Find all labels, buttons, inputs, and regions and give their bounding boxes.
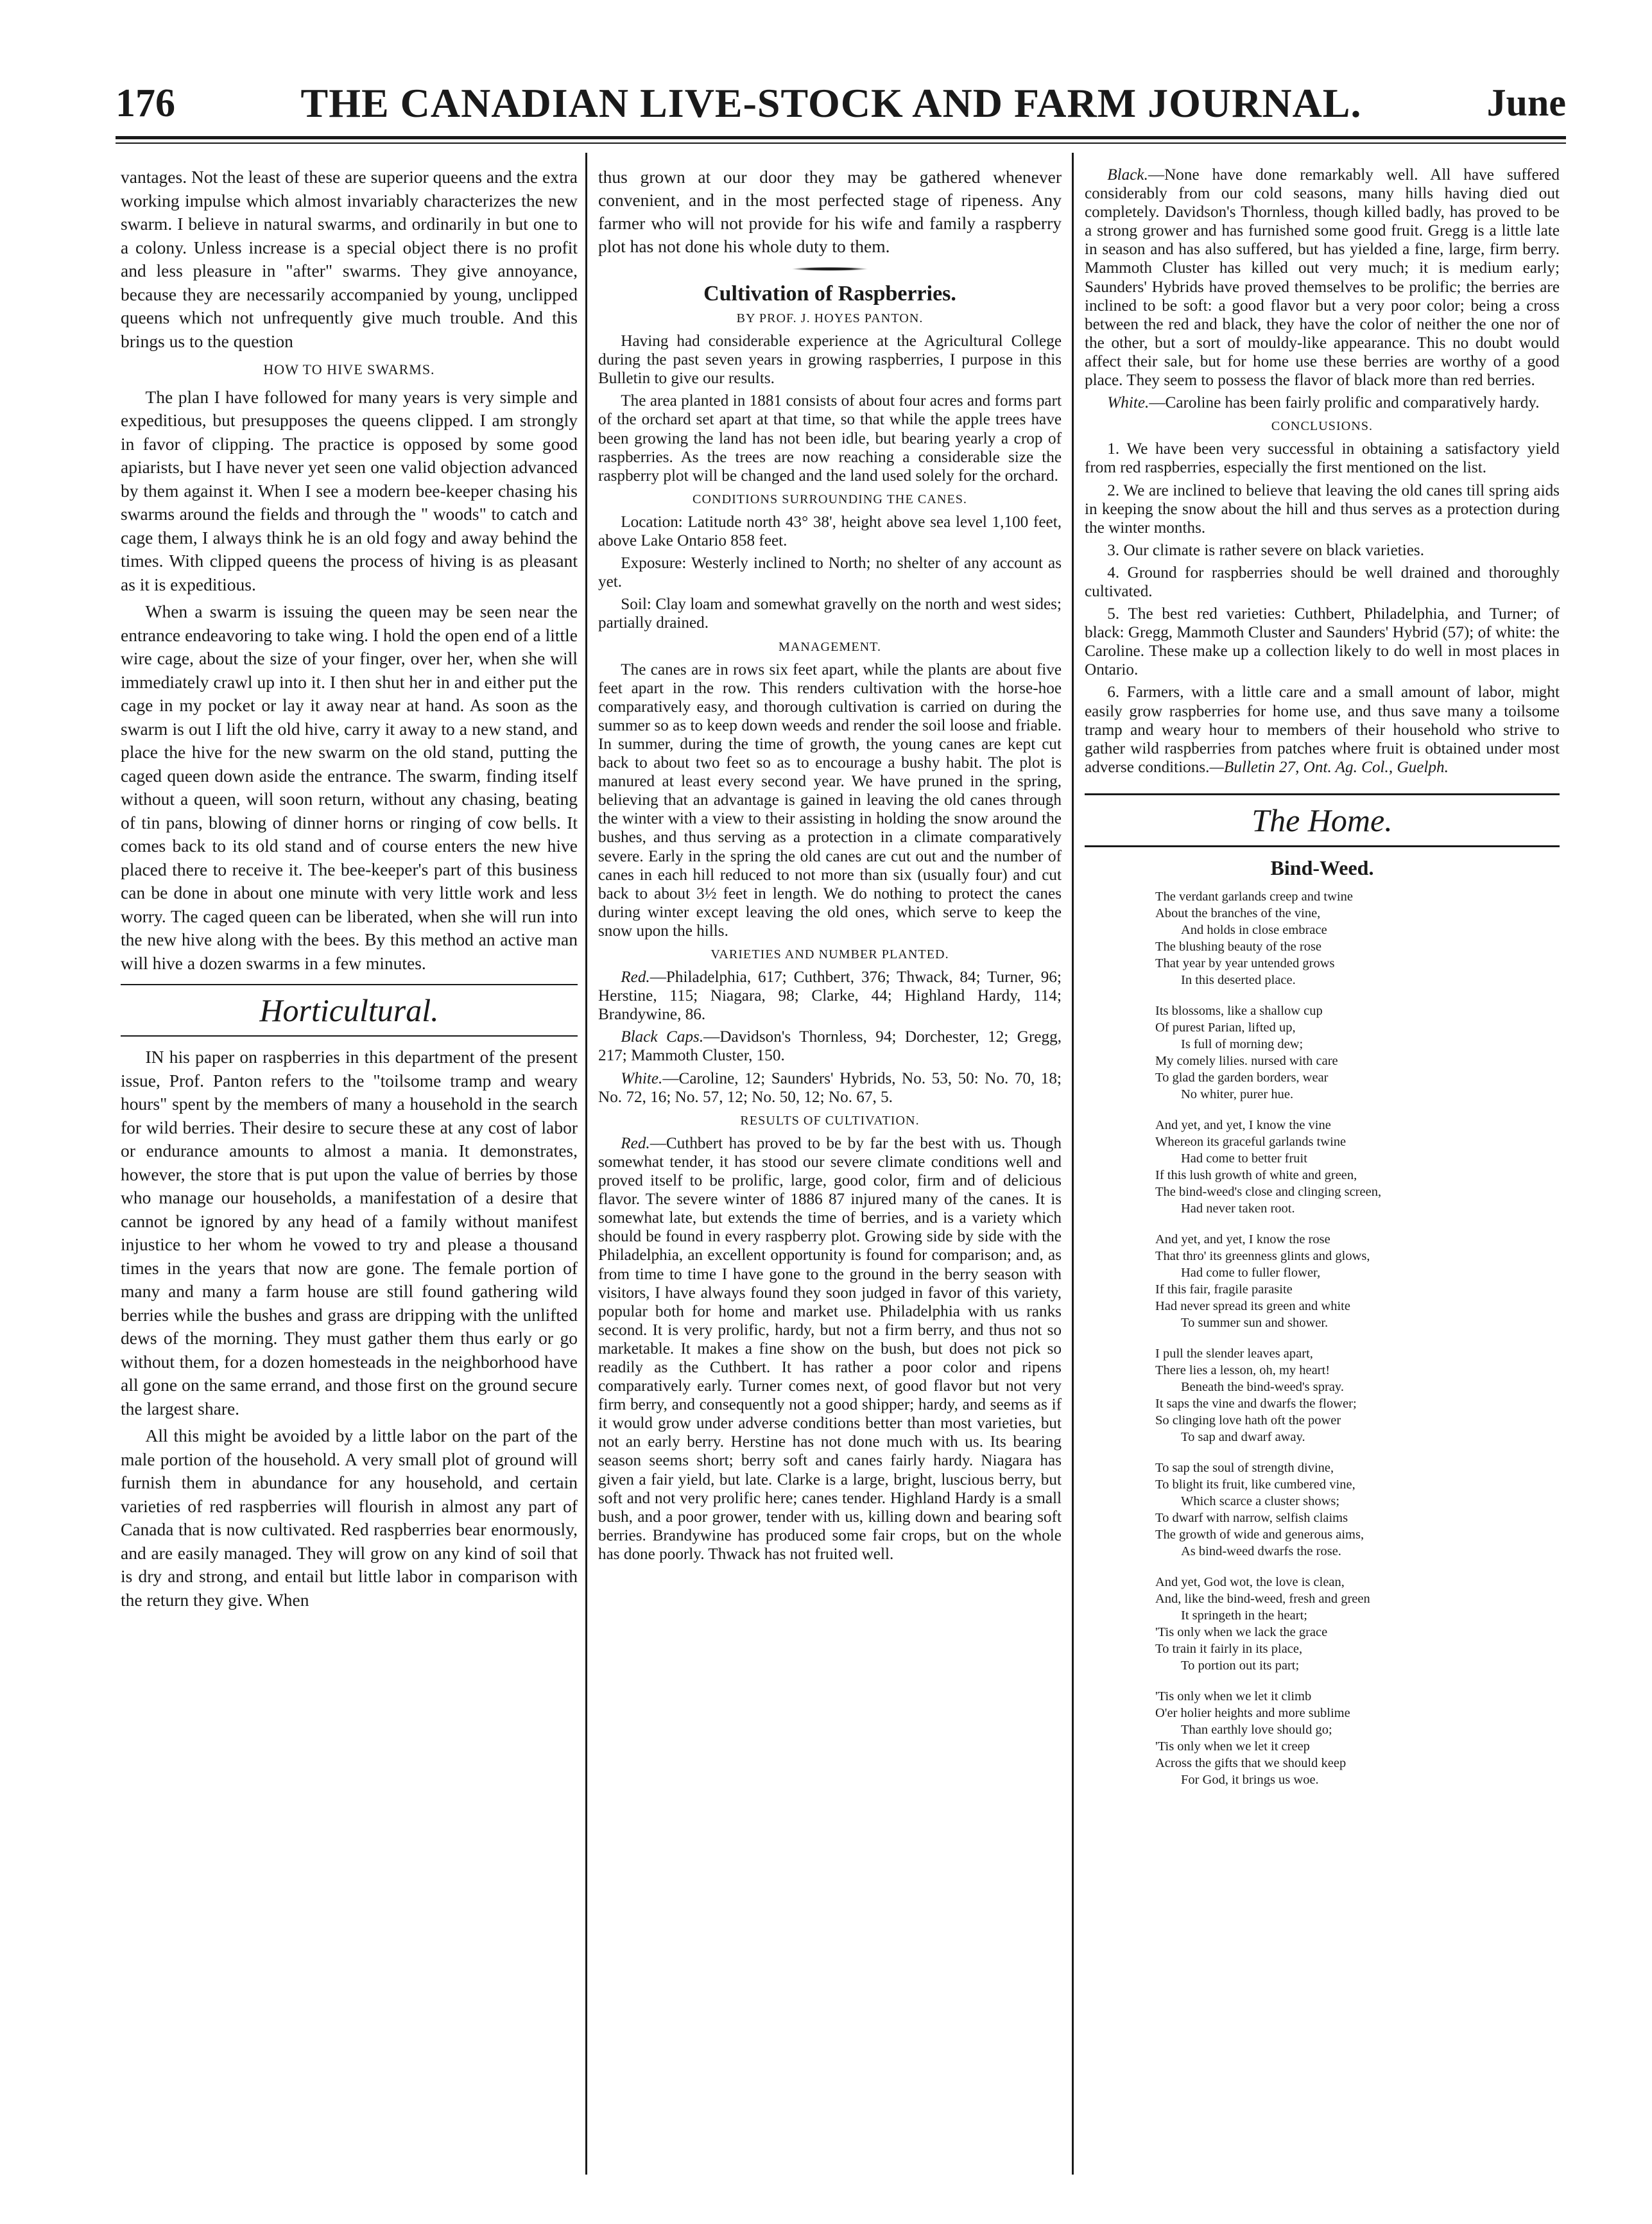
poem-stanza — [1155, 1003, 1560, 1103]
article-paragraph: Having had considerable experience at the Agricultural College during the past seven years in growing raspberries, I purpose in this Bulletin to give our results. — [598, 332, 1062, 388]
poem-line: The growth of wide and generous aims, — [1155, 1527, 1364, 1542]
article-byline: BY PROF. J. HOYES PANTON. — [736, 311, 924, 325]
variety-label: White. — [621, 1069, 663, 1087]
poem-line: Had come to fuller flower, — [1181, 1265, 1321, 1280]
poem-line: To blight its fruit, like cumbered vine, — [1155, 1477, 1355, 1492]
variety-label: Red. — [621, 969, 650, 987]
poem-line: 'Tis only when we let it creep — [1155, 1739, 1310, 1754]
poem-line: About the branches of the vine, — [1155, 906, 1321, 920]
poem-line: 'Tis only when we lack the grace — [1155, 1625, 1328, 1639]
subhead-conclusions: CONCLUSIONS. — [1271, 419, 1373, 434]
article-paragraph: The area planted in 1881 consists of about four acres and forms part of the orchard set apart at that time, so that while the apple trees have been growing the land has not been idle, but bearing yearly a crop of raspberries. As the trees are now reaching a considerable size the raspberry plot will be changed and the land used solely for the orchard. — [598, 392, 1062, 485]
column-1 — [121, 166, 578, 1616]
page-header — [116, 76, 1566, 137]
section-rule — [1085, 845, 1560, 847]
page-number: 176 — [116, 82, 175, 125]
management-paragraph: The canes are in rows six feet apart, while the plants are about five feet apart in the row. This renders cultivation with the horse-hoe comparatively easy, and thorough cultivation is carried on during the summer so as to keep down weeds and render the soil loose and friable. In summer, during the time of growth, the young canes are kept cut back to about two feet so as to encourage a bushy habit. The plot is manured at least every second year. We have pruned in the spring, believing that an advantage is gained in leaving the old canes through the winter with a view to their assisting in holding the snow around the bushes, and thus serving as a protection in a climate comparatively severe. Early in the spring the old canes are cut out and the number of canes in each hill reduced to not more than six (usually four) and cut back to about 3½ feet in length. We do nothing to protect the canes during winter except leaving the old ones, which serve to keep the snow upon the hills. — [598, 660, 1062, 940]
conclusion-item: 2. We are inclined to believe that leaving the old canes till spring aids in keeping the snow about the hill and thus serves as a protection during the winter months. — [1085, 481, 1560, 537]
conclusion-item — [1085, 683, 1560, 776]
poem-line: Had never spread its green and white — [1155, 1298, 1350, 1313]
poem-stanza — [1155, 1345, 1560, 1445]
poem-line: To glad the garden borders, wear — [1155, 1070, 1329, 1085]
poem-line: And yet, God wot, the love is clean, — [1155, 1574, 1345, 1589]
column-divider-2 — [1072, 153, 1074, 2175]
poem-line: Had come to better fruit — [1181, 1151, 1307, 1166]
subhead-hive-swarms: HOW TO HIVE SWARMS. — [263, 361, 435, 377]
condition-item: Soil: Clay loam and somewhat gravelly on the north and west sides; partially drained. — [598, 596, 1062, 632]
header-rule-thin — [116, 142, 1566, 144]
condition-item: Location: Latitude north 43° 38', height above sea level 1,100 feet, above Lake Ontario 858 feet. — [598, 513, 1062, 550]
poem-line: In this deserted place. — [1181, 972, 1296, 987]
department-heading-home: The Home. — [1252, 802, 1393, 838]
poem-line: Is full of morning dew; — [1181, 1037, 1304, 1051]
poem-line: Which scarce a cluster shows; — [1181, 1494, 1340, 1508]
poem-line: That thro' its greenness glints and glows, — [1155, 1248, 1370, 1263]
poem-line: It saps the vine and dwarfs the flower; — [1155, 1396, 1357, 1411]
results-text: —Cuthbert has proved to be by far the best with us. Though somewhat tender, it has stood our severe climate conditions well and proved itself to be prolific, large, good color, firm and of delicious flavor. The severe winter of 1886 87 injured many of the canes. It is somewhat late, but extends the time of berries, and is a variety which should be found in every raspberry plot. Growing side by side with the Philadelphia, an excellent opportunity is found for comparison; and, as from time to time I have gone to the ground in the berry season with visitors, I have always found they soon judged in favor of this variety, popular both for home and market use. Philadelphia with us ranks second. It is very prolific, hardy, but not a firm berry, and thus not so marketable. It makes a fine show on the bush, but does not pick so readily as the Cuthbert. It has rather a poor color and ripens comparatively early. Turner comes next, of good flavor but not very firm berry, and consequently not a good shipper; hardy, and seems as if it would grow under adverse conditions better than most varieties, but not an early berry. Herstine has not done much with us. Its bearing season seems short; berry soft and canes fairly hardy. Niagara has given a fair yield, but late. Clarke is a large, bright, luscious berry, but soft and not very prolific here; canes tender. Highland Hardy is a small bush, and a poor grower, tender with us, killing down and bearing soft berries. Brandywine has produced some fair crops, but on the whole has done poorly. Thwack has not fruited well. — [598, 1134, 1062, 1563]
section-rule — [1085, 793, 1560, 795]
poem-stanza — [1155, 1574, 1560, 1674]
variety-text: —Davidson's Thornless, 94; Dorchester, 12; Gregg, 217; Mammoth Cluster, 150. — [598, 1028, 1062, 1065]
poem-line: The blushing beauty of the rose — [1155, 939, 1322, 954]
white-text: —Caroline has been fairly prolific and comparatively hardy. — [1149, 394, 1540, 412]
column-divider-1 — [585, 153, 587, 2175]
poem-line: To sap and dwarf away. — [1181, 1429, 1305, 1444]
poem-body — [1085, 888, 1560, 1788]
poem-line: Than earthly love should go; — [1181, 1722, 1332, 1737]
poem-line: If this lush growth of white and green, — [1155, 1168, 1357, 1182]
poem-stanza — [1155, 1688, 1560, 1788]
ornamental-dash — [791, 267, 868, 271]
poem-line: To train it fairly in its place, — [1155, 1641, 1303, 1656]
poem-title: Bind-Weed. — [1270, 856, 1374, 879]
hive-paragraph: When a swarm is issuing the queen may be seen near the entrance endeavoring to take wing. I hold the open end of a little wire cage, about the size of your finger, over her, when she will immediately crawl up into it. I then shut her in and either put the cage in my pocket or lay it away near at hand. As soon as the swarm is out I lift the old hive, carry it away to a new stand, and place the hive for the new swarm on the old stand, putting the caged queen down aside the entrance. The swarm, finding itself without a queen, will soon return, without any chasing, beating of tin pans, blowing of dinner horns or ringing of cow bells. It comes back to its old stand and of course enters the new hive placed there to receive it. The bee-keeper's part of this business can be done in about one minute with very little work and less worry. The caged queen can be liberated, when she will run into the new hive along with the bees. By this method an active man will hive a dozen swarms in a few minutes. — [121, 601, 578, 973]
poem-line: I pull the slender leaves apart, — [1155, 1346, 1313, 1361]
subhead-conditions: CONDITIONS SURROUNDING THE CANES. — [693, 492, 967, 506]
results-label: Red. — [621, 1134, 650, 1152]
conclusion-6: 6. Farmers, with a little care and a small amount of labor, might easily grow raspberries for home use, and thus save many a toilsome tramp and weary hour to members of their household who strive to gather wild raspberries from patches where fruit is obtained under most adverse conditions. — [1085, 684, 1560, 776]
column-3 — [1085, 166, 1560, 1802]
poem-line: The bind-weed's close and clinging screen, — [1155, 1184, 1382, 1199]
poem-line: Beneath the bind-weed's spray. — [1181, 1379, 1344, 1394]
subhead-varieties: VARIETIES AND NUMBER PLANTED. — [710, 947, 949, 961]
variety-label: Black Caps. — [621, 1028, 704, 1046]
poem-line: The verdant garlands creep and twine — [1155, 889, 1353, 904]
column-2 — [598, 166, 1062, 1567]
poem-line: And yet, and yet, I know the rose — [1155, 1232, 1330, 1246]
variety-item — [598, 1069, 1062, 1107]
subhead-management: MANAGEMENT. — [778, 639, 882, 654]
poem-line: And, like the bind-weed, fresh and green — [1155, 1591, 1370, 1606]
variety-text: —Philadelphia, 617; Cuthbert, 376; Thwack, 84; Turner, 96; Herstine, 115; Niagara, 98; Clarke, 44; Highland Hardy, 114; Brandywine, 86. — [598, 969, 1062, 1024]
bulletin-citation: —Bulletin 27, Ont. Ag. Col., Guelph. — [1209, 758, 1449, 776]
poem-line: Whereon its graceful garlands twine — [1155, 1134, 1347, 1149]
hort-paragraph: All this might be avoided by a little labor on the part of the male portion of the household. A very small plot of ground will furnish them in abundance for any household, and certain varieties of red raspberries will flourish in almost any part of Canada that is now cultivated. Red raspberries bear enormously, and are easily managed. They will grow on any kind of soil that is dry and strong, and entail but little labor in comparison with the return they give. When — [121, 1426, 578, 1610]
black-label: Black. — [1107, 166, 1148, 184]
results-paragraph — [598, 1134, 1062, 1564]
poem-stanza — [1155, 1231, 1560, 1331]
header-rule — [116, 136, 1566, 139]
poem-line: Across the gifts that we should keep — [1155, 1755, 1347, 1770]
poem-stanza — [1155, 1460, 1560, 1560]
conclusion-item: 5. The best red varieties: Cuthbert, Philadelphia, and Turner; of black: Gregg, Mammoth Cluster and Saunders' Hybrid (57); of white: the Caroline. These make up a collection likely to do well in most places in Ontario. — [1085, 605, 1560, 679]
poem-line: And holds in close embrace — [1181, 922, 1327, 937]
poem-line: My comely lilies. nursed with care — [1155, 1053, 1338, 1068]
poem-line: Of purest Parian, lifted up, — [1155, 1020, 1296, 1035]
poem-line: If this fair, fragile parasite — [1155, 1282, 1293, 1297]
poem-line: To portion out its part; — [1181, 1658, 1300, 1673]
poem-line: To sap the soul of strength divine, — [1155, 1460, 1334, 1475]
subhead-results: RESULTS OF CULTIVATION. — [740, 1113, 920, 1128]
intro-paragraph: thus grown at our door they may be gathered whenever convenient, and in the most perfected stage of ripeness. Any farmer who will not provide for his wife and family a raspberry plot has not done his whole duty to them. — [598, 167, 1062, 256]
white-label: White. — [1107, 394, 1149, 412]
issue-month: June — [1486, 82, 1566, 124]
article-title: Cultivation of Raspberries. — [703, 282, 956, 306]
poem-stanza — [1155, 1117, 1560, 1217]
black-paragraph — [1085, 166, 1560, 390]
bee-paragraph: vantages. Not the least of these are superior queens and the extra working impulse which almost invariably characterizes the new swarm. I believe in natural swarms, and ordinarily in but one to a colony. Unless increase is a special object there is no profit and less pleasure in "after" swarms. They give annoyance, because they are necessarily accompanied by young, unclipped queens which not unfrequently give much trouble. And this brings us to the question — [121, 167, 578, 351]
poem-line: And yet, and yet, I know the vine — [1155, 1117, 1331, 1132]
variety-text: —Caroline, 12; Saunders' Hybrids, No. 53, 50: No. 70, 18; No. 72, 16; No. 57, 12; No. 50, 12; No. 67, 5. — [598, 1069, 1062, 1106]
poem-line: O'er holier heights and more sublime — [1155, 1705, 1350, 1720]
conclusion-item: 1. We have been very successful in obtaining a satisfactory yield from red raspberries, especially the first mentioned on the list. — [1085, 440, 1560, 477]
poem-line: It springeth in the heart; — [1181, 1608, 1307, 1623]
black-text: —None have done remarkably well. All have suffered considerably from our cold seasons, many hills having died out completely. Davidson's Thornless, though killed badly, has proved to be a strong grower and has furnished some good fruit. Gregg is a little late in season and has also suffered, but has yielded a fine, large, firm berry. Mammoth Cluster has killed out very much; it is medium early; Saunders' Hybrids have proved themselves to be prolific; the berries are inclined to be soft: a good flavor but a very poor color; being a cross between the red and black, they have the color of neither the one nor of the other, but a sort of mouldy-like appearance. This no doubt would affect their sale, but for home use these berries are worthy of a good place. They seem to possess the flavor of black more than red berries. — [1085, 166, 1560, 390]
hive-paragraph: The plan I have followed for many years is very simple and expeditious, but presupposes the queens clipped. I am strongly in favor of clipping. The practice is opposed by some good apiarists, but I have never yet seen one valid objection advanced by them against it. When I see a modern bee-keeper chasing his swarms around the fields and through the " woods" to catch and cage them, I always think he is an old fogy and away behind the times. With clipped queens the process of hiving is as pleasant as it is expeditious. — [121, 386, 578, 594]
poem-line: There lies a lesson, oh, my heart! — [1155, 1363, 1330, 1377]
poem-line: To summer sun and shower. — [1181, 1315, 1329, 1330]
poem-line: For God, it brings us woe. — [1181, 1772, 1319, 1787]
poem-line: That year by year untended grows — [1155, 956, 1335, 970]
hort-paragraph: IN his paper on raspberries in this department of the present issue, Prof. Panton refers to the "toilsome tramp and weary hours" spent by the members of many a household in the search for wild berries. Their desire to secure these at any cost of labor or endurance amounts to almost a mania. It demonstrates, however, the store that is put upon the value of berries by those who manage our households, a manifestation of a desire that cannot be ignored by any head of a family without manifest injustice to her whom he vowed to try and please a thousand times in the years that now are gone. The female portion of many and many a farm house are still found gathering wild berries while the bushes and grass are dripping with the unlifted dews of the morning. They must gather them thus early or go without them, for a dozen homesteads in the neighborhood have all gone on the same errand, and those first on the ground secure the largest share. — [121, 1047, 578, 1418]
poem-line: Its blossoms, like a shallow cup — [1155, 1003, 1323, 1018]
poem-line: As bind-weed dwarfs the rose. — [1181, 1544, 1341, 1558]
variety-item — [598, 968, 1062, 1024]
poem-line: Had never taken root. — [1181, 1201, 1295, 1216]
variety-item — [598, 1028, 1062, 1065]
journal-title: THE CANADIAN LIVE-STOCK AND FARM JOURNAL. — [300, 80, 1362, 126]
conclusion-item: 4. Ground for raspberries should be well drained and thoroughly cultivated. — [1085, 564, 1560, 600]
poem-line: 'Tis only when we let it climb — [1155, 1689, 1312, 1703]
conclusion-item: 3. Our climate is rather severe on black varieties. — [1107, 541, 1425, 559]
poem-line: To dwarf with narrow, selfish claims — [1155, 1510, 1348, 1525]
department-heading-horticultural: Horticultural. — [259, 992, 439, 1028]
white-paragraph — [1085, 393, 1560, 412]
poem-stanza — [1155, 888, 1560, 988]
condition-item: Exposure: Westerly inclined to North; no shelter of any account as yet. — [598, 555, 1062, 591]
section-rule — [121, 984, 578, 985]
section-rule — [121, 1035, 578, 1037]
poem-line: No whiter, purer hue. — [1181, 1087, 1294, 1101]
poem-line: So clinging love hath oft the power — [1155, 1413, 1341, 1427]
